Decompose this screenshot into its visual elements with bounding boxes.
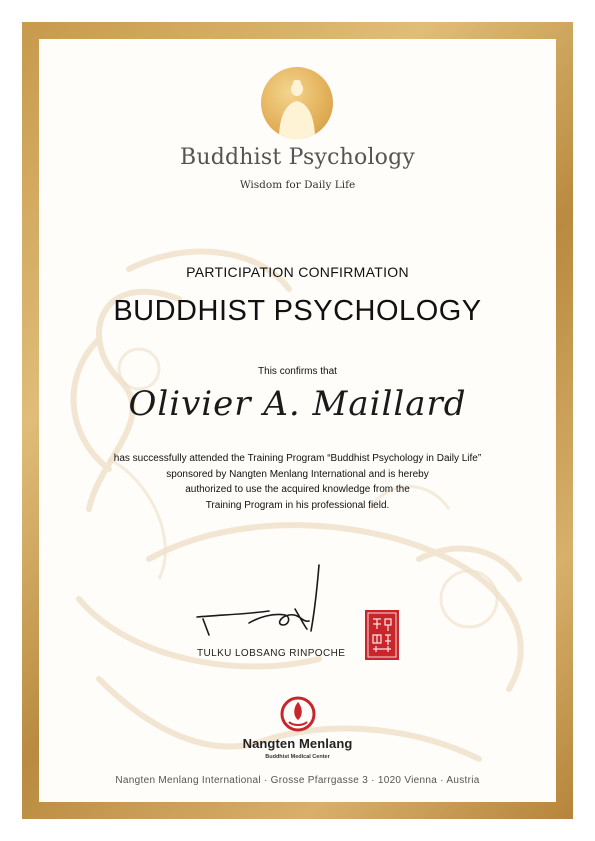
certificate-title: BUDDHIST PSYCHOLOGY: [113, 295, 482, 327]
sponsor-name: Nangten Menlang: [242, 736, 353, 751]
sponsor-address: Nangten Menlang International · Grosse Pfarrgasse 3 · 1020 Vienna · Austria: [115, 775, 480, 786]
nangten-menlang-logo-icon: [279, 696, 317, 732]
handwritten-signature: [189, 559, 349, 649]
buddha-icon: [261, 67, 333, 139]
signer-name: TULKU LOBSANG RINPOCHE: [197, 648, 346, 659]
body-line: authorized to use the acquired knowledge from the: [185, 484, 410, 495]
body-line: has successfully attended the Training Program “Buddhist Psychology in Daily Life”: [113, 453, 482, 464]
buddha-logo: [261, 67, 333, 139]
body-line: sponsored by Nangten Menlang International and is hereby: [166, 468, 429, 480]
recipient-name: Olivier A. Maillard: [128, 384, 467, 424]
brand-name: Buddhist Psychology: [179, 145, 416, 170]
seal-stamp-icon: [364, 609, 400, 661]
certificate-heading: PARTICIPATION CONFIRMATION: [186, 264, 409, 280]
sponsor-subtitle: Buddhist Medical Center: [265, 754, 330, 760]
confirms-text: This confirms that: [258, 366, 337, 377]
certificate-sheet: [39, 39, 556, 802]
certificate-body: [39, 451, 556, 513]
body-line: Training Program in his professional field.: [205, 499, 390, 511]
brand-tagline: Wisdom for Daily Life: [239, 179, 356, 191]
